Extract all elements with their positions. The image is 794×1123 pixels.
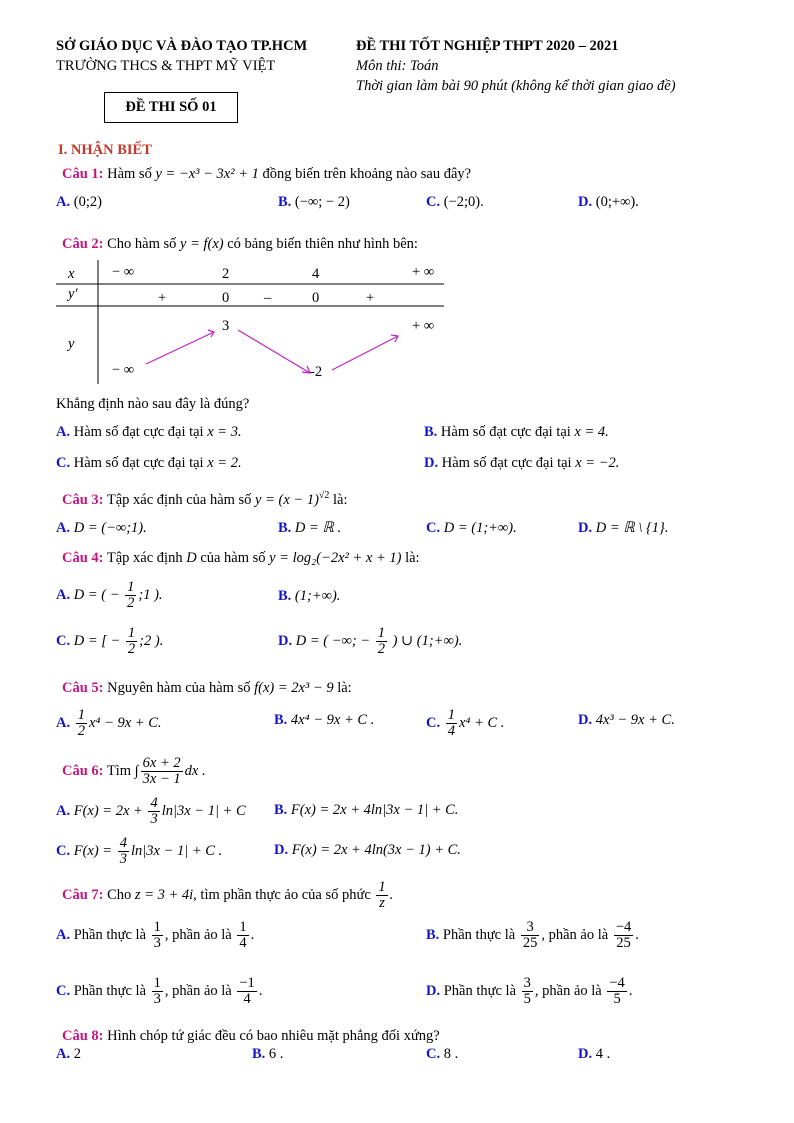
- exam-code-box: ĐỀ THI SỐ 01: [104, 92, 238, 123]
- table-sign: 0: [312, 290, 320, 306]
- option-key: D.: [278, 633, 293, 650]
- question-text: , tìm phần thực ảo của số phức: [193, 887, 371, 904]
- option-key: A.: [56, 194, 71, 210]
- option-c[interactable]: [426, 194, 484, 211]
- option-value: (1;+∞).: [294, 588, 341, 604]
- math-fraction: $\frac{1}{z}$ .: [378, 879, 394, 912]
- question-text: của hàm số: [200, 550, 266, 566]
- question-text: là:: [337, 680, 352, 696]
- option-key: B.: [426, 927, 440, 944]
- option-b[interactable]: B. Phần thực là $\frac{3}{25}$ , phần ảo là $\frac{-4}{25}$ .: [426, 919, 639, 952]
- option-d[interactable]: [578, 520, 668, 537]
- option-b[interactable]: [274, 712, 374, 729]
- option-value: D = ( − $\frac{1}{2}$ ;1 ).: [73, 579, 163, 612]
- question-1: [62, 166, 471, 183]
- table-y-value: 3: [222, 318, 230, 334]
- option-d[interactable]: D. Phần thực là $\frac{3}{5}$ , phần ảo là $\frac{-4}{5}$ .: [426, 975, 633, 1008]
- option-key: A.: [56, 587, 71, 604]
- option-key: B.: [278, 588, 292, 604]
- option-value: D = ( −∞; − $\frac{1}{2}$ ) ∪ (1;+∞).: [295, 625, 463, 658]
- option-value: 4x⁴ − 9x + C .: [290, 712, 375, 728]
- option-text: , phần ảo là: [164, 983, 232, 1000]
- question-text: là:: [405, 550, 420, 566]
- math-exponent: √2: [318, 490, 330, 501]
- option-value: 8 .: [443, 1046, 459, 1062]
- option-key: B.: [278, 520, 292, 536]
- option-a[interactable]: [56, 580, 163, 611]
- option-key: A.: [56, 424, 71, 440]
- question-label: Câu 4:: [62, 550, 104, 566]
- option-value: F(x) = 2x + 4ln(3x − 1) + C.: [291, 842, 461, 858]
- option-value: $\frac{1}{2}$ x⁴ − 9x + C.: [77, 707, 162, 740]
- question-text: đồng biến trên khoảng nào sau đây?: [262, 166, 472, 182]
- option-key: D.: [426, 983, 441, 1000]
- option-value: (−2;0).: [443, 194, 484, 210]
- option-key: A.: [56, 803, 71, 820]
- question-text: Cho: [107, 887, 132, 904]
- math-expression: y = (x − 1): [255, 491, 319, 508]
- table-sign: +: [366, 290, 375, 306]
- option-key: D.: [578, 1046, 593, 1062]
- table-sign: +: [158, 290, 167, 306]
- math-expression: y = −x³ − 3x² + 1: [155, 166, 259, 182]
- table-sign: –: [264, 290, 272, 306]
- question-text: Tập xác định của hàm số: [106, 491, 252, 508]
- table-x-label: x: [68, 266, 75, 282]
- question-5: [62, 680, 352, 697]
- question-text: Tìm: [106, 763, 132, 780]
- table-x-value: − ∞: [112, 264, 135, 280]
- option-key: C.: [426, 715, 441, 732]
- question-text: Nguyên hàm của hàm số: [107, 680, 251, 696]
- question-label: Câu 5:: [62, 680, 104, 696]
- option-value: 6 .: [268, 1046, 284, 1062]
- question-4: [62, 550, 420, 567]
- option-a[interactable]: [56, 1046, 81, 1063]
- option-value: F(x) = 2x + 4ln|3x − 1| + C.: [290, 802, 459, 818]
- option-key: D.: [578, 712, 593, 728]
- option-value: D = (1;+∞).: [443, 520, 517, 536]
- option-key: C.: [426, 520, 441, 536]
- option-b[interactable]: [252, 1046, 283, 1063]
- option-value: (0;+∞).: [595, 194, 639, 210]
- option-key: C.: [56, 633, 71, 650]
- question-6: [62, 756, 206, 787]
- option-value: $\frac{1}{4}$ x⁴ + C .: [447, 707, 505, 740]
- option-b[interactable]: [278, 520, 341, 537]
- option-a[interactable]: [56, 424, 242, 441]
- table-y-label: y: [68, 336, 75, 352]
- math-expression: y = log₂(−2x² + x + 1): [269, 550, 402, 566]
- math-integral: ∫ $\frac{6x + 2}{3x - 1}$ dx .: [134, 755, 206, 788]
- option-value: D = (−∞;1).: [73, 520, 147, 536]
- option-key: B.: [278, 194, 292, 210]
- option-value: F(x) = $\frac{4}{3}$ ln|3x − 1| + C .: [73, 835, 223, 868]
- table-y-value: − ∞: [112, 362, 135, 378]
- question-text: Hàm số: [107, 166, 152, 182]
- option-text: , phần ảo là: [534, 983, 602, 1000]
- question-3: [62, 490, 348, 509]
- option-a[interactable]: [56, 194, 102, 211]
- table-x-value: 2: [222, 266, 230, 282]
- option-value: D = ℝ .: [294, 520, 342, 536]
- math-expression: f(x) = 2x³ − 9: [254, 680, 334, 696]
- option-key: B.: [252, 1046, 266, 1062]
- option-value: (−∞; − 2): [294, 194, 350, 210]
- option-text: Phần thực là: [442, 927, 516, 944]
- option-b[interactable]: [424, 424, 609, 441]
- option-c[interactable]: [56, 626, 163, 657]
- option-d[interactable]: [578, 712, 675, 729]
- option-value: F(x) = 2x + $\frac{4}{3}$ ln|3x − 1| + C: [73, 795, 246, 828]
- question-text: Tập xác định: [106, 550, 183, 566]
- table-x-value: + ∞: [412, 264, 435, 280]
- option-c[interactable]: [56, 455, 242, 472]
- table-yprime-label: y': [68, 286, 78, 302]
- option-key: D.: [424, 455, 439, 471]
- math-expression: z = 3 + 4i: [134, 887, 194, 904]
- question-label: Câu 8:: [62, 1028, 104, 1044]
- option-value: 4x³ − 9x + C.: [595, 712, 675, 728]
- question-2-prompt: Khẳng định nào sau đây là đúng?: [56, 396, 250, 412]
- option-key: B.: [274, 802, 288, 818]
- option-value: 2: [73, 1046, 81, 1062]
- option-value: D = [ − $\frac{1}{2}$ ;2 ).: [73, 625, 164, 658]
- question-label: Câu 2:: [62, 236, 104, 252]
- question-text: là:: [333, 491, 348, 508]
- integral-dx: dx .: [184, 763, 206, 780]
- option-d[interactable]: [578, 1046, 610, 1063]
- option-text: , phần ảo là: [541, 927, 609, 944]
- option-value: D = ℝ \ {1}.: [595, 520, 669, 536]
- option-text: , phần ảo là: [164, 927, 232, 944]
- table-y-value: -2: [310, 364, 323, 380]
- option-key: B.: [274, 712, 288, 728]
- option-value: x = 3.: [207, 424, 242, 440]
- option-b[interactable]: [278, 194, 350, 211]
- option-c[interactable]: [426, 520, 517, 537]
- question-text: có bảng biến thiên như hình bên:: [227, 236, 418, 252]
- option-d[interactable]: [278, 626, 462, 657]
- option-a[interactable]: [56, 708, 162, 739]
- exam-title: ĐỀ THI TỐT NGHIỆP THPT 2020 – 2021: [356, 38, 619, 54]
- school-department: SỞ GIÁO DỤC VÀ ĐÀO TẠO TP.HCM: [56, 38, 308, 54]
- option-key: A.: [56, 520, 71, 536]
- option-c[interactable]: [56, 836, 222, 867]
- option-b[interactable]: [274, 802, 458, 819]
- option-a[interactable]: [56, 520, 147, 537]
- table-sign: 0: [222, 290, 230, 306]
- question-8: [62, 1028, 440, 1045]
- exam-duration: Thời gian làm bài 90 phút (không kể thời gian giao đề): [356, 78, 676, 94]
- exam-subject: Môn thi: Toán: [356, 58, 439, 74]
- option-value: x = 2.: [207, 455, 242, 471]
- option-key: D.: [578, 194, 593, 210]
- option-key: D.: [578, 520, 593, 536]
- integrand-denominator: 3x − 1: [142, 771, 181, 788]
- option-value: x = 4.: [574, 424, 609, 440]
- option-text: Phần thực là: [443, 983, 517, 1000]
- table-x-value: 4: [312, 266, 320, 282]
- option-key: C.: [56, 983, 71, 1000]
- option-text: Hàm số đạt cực đại tại: [73, 455, 204, 471]
- question-7: [62, 880, 393, 911]
- question-label: Câu 7:: [62, 887, 104, 904]
- option-text: Hàm số đạt cực đại tại: [73, 424, 204, 440]
- option-key: B.: [424, 424, 438, 440]
- option-text: Hàm số đạt cực đại tại: [441, 455, 572, 471]
- option-key: C.: [56, 843, 71, 860]
- option-key: D.: [274, 842, 289, 858]
- option-key: C.: [426, 1046, 441, 1062]
- option-text: Phần thực là: [73, 927, 147, 944]
- question-label: Câu 1:: [62, 166, 104, 182]
- option-text: Phần thực là: [73, 983, 147, 1000]
- option-key: A.: [56, 715, 71, 732]
- option-a[interactable]: [56, 796, 246, 827]
- question-label: Câu 6:: [62, 763, 104, 780]
- option-c[interactable]: C. Phần thực là $\frac{1}{3}$ , phần ảo là $\frac{-1}{4}$ .: [56, 975, 263, 1008]
- option-value: x = −2.: [575, 455, 620, 471]
- option-value: (0;2): [73, 194, 102, 210]
- option-key: A.: [56, 1046, 71, 1062]
- table-y-value: + ∞: [412, 318, 435, 334]
- option-d[interactable]: [424, 455, 619, 472]
- option-key: C.: [426, 194, 441, 210]
- question-label: Câu 3:: [62, 491, 104, 508]
- question-2: [62, 236, 418, 253]
- question-text: Hình chóp tứ giác đều có bao nhiêu mặt phẳng đối xứng?: [107, 1028, 440, 1044]
- option-value: 4 .: [595, 1046, 611, 1062]
- math-expression: y = f(x): [180, 236, 224, 252]
- option-key: C.: [56, 455, 71, 471]
- option-text: Hàm số đạt cực đại tại: [440, 424, 571, 440]
- option-b[interactable]: [278, 588, 340, 605]
- section-title: I. NHẬN BIẾT: [58, 142, 152, 158]
- math-variable: D: [186, 550, 197, 566]
- option-d[interactable]: [274, 842, 461, 859]
- school-name: TRƯỜNG THCS & THPT MỸ VIỆT: [56, 58, 276, 74]
- option-c[interactable]: [426, 1046, 458, 1063]
- integrand-numerator: 6x + 2: [142, 755, 181, 771]
- option-d[interactable]: [578, 194, 639, 211]
- option-c[interactable]: [426, 708, 504, 739]
- option-key: A.: [56, 927, 71, 944]
- option-a[interactable]: A. Phần thực là $\frac{1}{3}$ , phần ảo là $\frac{1}{4}$ .: [56, 919, 255, 952]
- question-text: Cho hàm số: [107, 236, 177, 252]
